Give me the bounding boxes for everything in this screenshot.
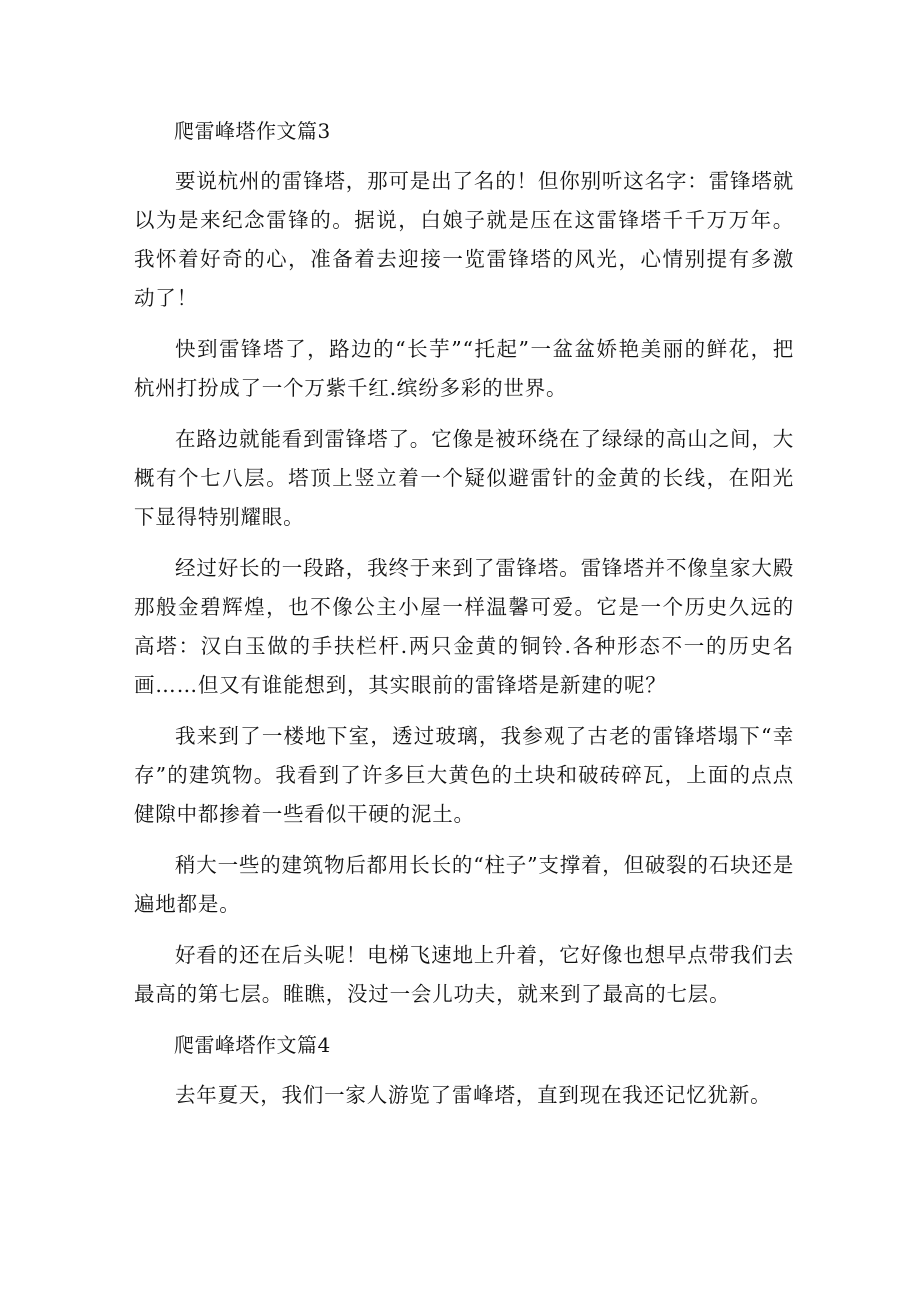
- paragraph: 快到雷锋塔了，路边的“长芋”“托起”一盆盆娇艳美丽的鲜花，把杭州打扮成了一个万紫千红.缤纷多彩的世界。: [134, 337, 794, 400]
- paragraph: 在路边就能看到雷锋塔了。它像是被环绕在了绿绿的高山之间，大概有个七八层。塔顶上竖立着一个疑似避雷针的金黄的长线，在阳光下显得特别耀眼。: [134, 427, 794, 529]
- section-heading-3: 爬雷峰塔作文篇3: [174, 119, 331, 143]
- paragraph: 经过好长的一段路，我终于来到了雷锋塔。雷锋塔并不像皇家大殿那般金碧辉煌，也不像公主小屋一样温馨可爱。它是一个历史久远的高塔：汉白玉做的手扶栏杆.两只金黄的铜铃.各种形态不一的历史名画……但又有谁能想到，其实眼前的雷锋塔是新建的呢？: [134, 556, 794, 697]
- paragraph: 稍大一些的建筑物后都用长长的“柱子”支撑着，但破裂的石块还是遍地都是。: [134, 853, 794, 916]
- paragraph: 要说杭州的雷锋塔，那可是出了名的！但你别听这名字：雷锋塔就以为是来纪念雷锋的。据说，白娘子就是压在这雷锋塔千千万万年。我怀着好奇的心，准备着去迎接一览雷锋塔的风光，心情别提有多激动了！: [134, 169, 794, 310]
- paragraph: 好看的还在后头呢！电梯飞速地上升着，它好像也想早点带我们去最高的第七层。睢瞧，没过一会儿功夫，就来到了最高的七层。: [134, 943, 794, 1006]
- section-heading-4: 爬雷峰塔作文篇4: [174, 1033, 331, 1057]
- document-body: [134, 112, 794, 1127]
- paragraph: 去年夏天，我们一家人游览了雷峰塔，直到现在我还记忆犹新。: [175, 1083, 772, 1107]
- paragraph: 我来到了一楼地下室，透过玻璃，我参观了古老的雷锋塔塌下“幸存”的建筑物。我看到了许多巨大黄色的土块和破砖碎瓦，上面的点点健隙中都掺着一些看似干硬的泥土。: [134, 724, 794, 826]
